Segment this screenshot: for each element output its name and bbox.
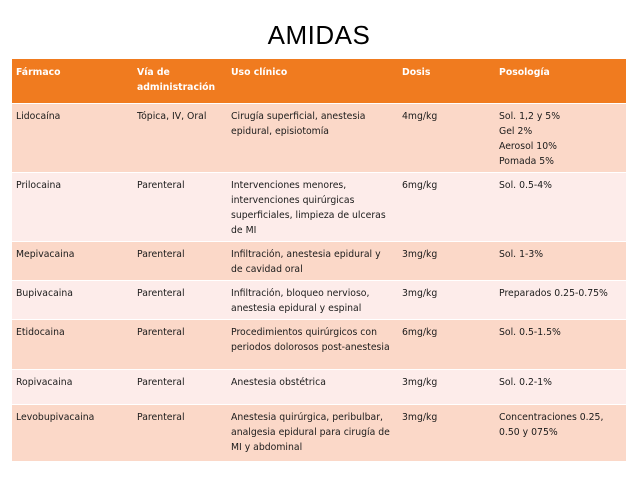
- cell-farmaco: Bupivacaina: [12, 281, 133, 320]
- table-header-row: [12, 59, 626, 104]
- cell-uso: Anestesia obstétrica: [227, 370, 398, 405]
- cell-uso: Procedimientos quirúrgicos con periodos dolorosos post-anestesia: [227, 320, 398, 370]
- table-row: [12, 104, 626, 173]
- cell-dosis: 3mg/kg: [398, 281, 495, 320]
- cell-dosis: 6mg/kg: [398, 320, 495, 370]
- cell-dosis: 3mg/kg: [398, 242, 495, 281]
- header-via: Vía de administración: [133, 59, 227, 104]
- table-row: [12, 370, 626, 405]
- table-row: [12, 281, 626, 320]
- table-row: [12, 405, 626, 462]
- cell-farmaco: Ropivacaina: [12, 370, 133, 405]
- cell-posologia: Sol. 0.2-1%: [495, 370, 626, 405]
- cell-posologia: Preparados 0.25-0.75%: [495, 281, 626, 320]
- cell-via: Parenteral: [133, 405, 227, 462]
- cell-farmaco: Etidocaina: [12, 320, 133, 370]
- cell-posologia: Sol. 0.5-1.5%: [495, 320, 626, 370]
- posologia-line: Sol. 1,2 y 5%: [499, 111, 561, 122]
- posologia-line: Pomada 5%: [499, 156, 555, 167]
- table-row: [12, 320, 626, 370]
- header-farmaco: Fármaco: [12, 59, 133, 104]
- cell-farmaco: Levobupivacaina: [12, 405, 133, 462]
- cell-uso: Anestesia quirúrgica, peribulbar, analgesia epidural para cirugía de MI y abdominal: [227, 405, 398, 462]
- cell-posologia: Sol. 0.5-4%: [495, 173, 626, 242]
- cell-dosis: 6mg/kg: [398, 173, 495, 242]
- cell-via: Parenteral: [133, 281, 227, 320]
- header-uso-clinico: Uso clínico: [227, 59, 398, 104]
- table-row: [12, 242, 626, 281]
- cell-uso: Cirugía superficial, anestesia epidural, episiotomía: [227, 104, 398, 173]
- cell-uso: Intervenciones menores, intervenciones quirúrgicas superficiales, limpieza de ulceras de MI: [227, 173, 398, 242]
- cell-uso: Infiltración, bloqueo nervioso, anestesia epidural y espinal: [227, 281, 398, 320]
- cell-posologia: Sol. 1-3%: [495, 242, 626, 281]
- cell-dosis: 3mg/kg: [398, 370, 495, 405]
- cell-via: Parenteral: [133, 242, 227, 281]
- cell-posologia: Concentraciones 0.25, 0.50 y 075%: [495, 405, 626, 462]
- cell-dosis: 3mg/kg: [398, 405, 495, 462]
- cell-dosis: 4mg/kg: [398, 104, 495, 173]
- cell-farmaco: Prilocaina: [12, 173, 133, 242]
- table-row: [12, 173, 626, 242]
- cell-via: Tópica, IV, Oral: [133, 104, 227, 173]
- cell-farmaco: Mepivacaina: [12, 242, 133, 281]
- posologia-line: Gel 2%: [499, 126, 533, 137]
- cell-uso: Infiltración, anestesia epidural y de cavidad oral: [227, 242, 398, 281]
- slide-title: AMIDAS: [267, 20, 371, 50]
- cell-farmaco: Lidocaína: [12, 104, 133, 173]
- cell-via: Parenteral: [133, 370, 227, 405]
- header-dosis: Dosis: [398, 59, 495, 104]
- cell-posologia: [495, 104, 626, 173]
- cell-via: Parenteral: [133, 173, 227, 242]
- cell-via: Parenteral: [133, 320, 227, 370]
- posologia-line: Aerosol 10%: [499, 141, 557, 152]
- amidas-table: [12, 59, 626, 462]
- header-posologia: Posología: [495, 59, 626, 104]
